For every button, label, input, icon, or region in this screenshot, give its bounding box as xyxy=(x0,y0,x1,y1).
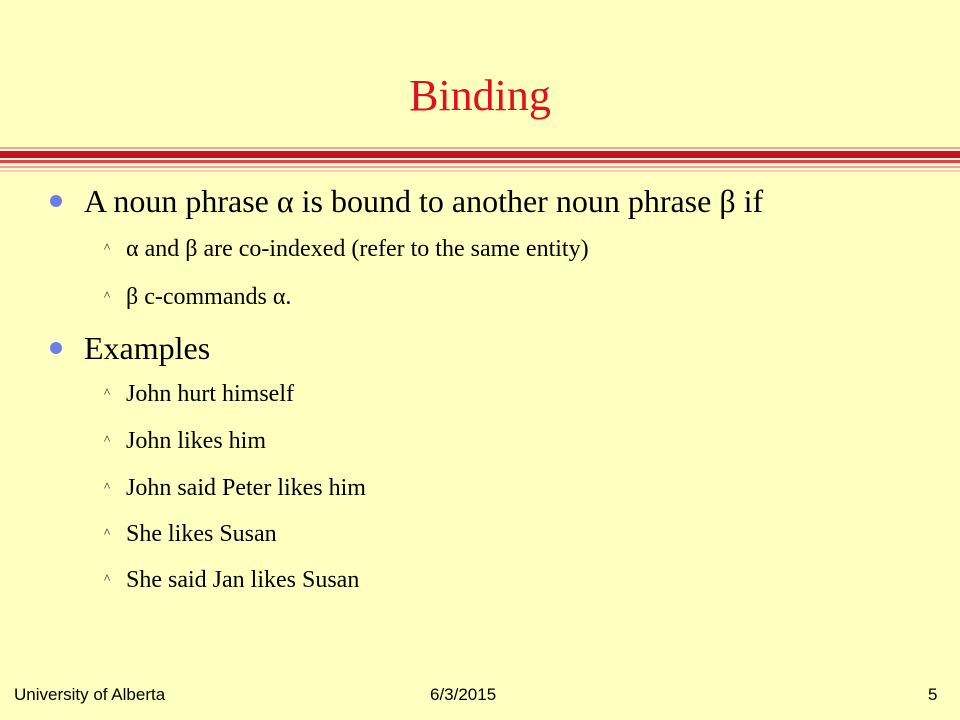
caret-bullet-icon: ^ xyxy=(104,288,111,303)
caret-bullet-icon: ^ xyxy=(104,525,111,540)
caret-bullet-icon: ^ xyxy=(104,432,111,447)
bullet-text: Examples xyxy=(84,330,211,366)
divider-line-mid xyxy=(0,160,960,163)
divider-line-faint xyxy=(0,170,960,172)
sub-bullet-c-commands xyxy=(104,284,291,311)
sub-bullet-coindexed xyxy=(104,236,589,263)
example-item xyxy=(104,521,277,548)
bullet-item-definition xyxy=(50,183,763,220)
bullet-dot-icon xyxy=(50,342,62,354)
example-text: She likes Susan xyxy=(126,521,277,547)
example-item xyxy=(104,475,366,502)
caret-bullet-icon: ^ xyxy=(104,240,111,255)
caret-bullet-icon: ^ xyxy=(104,479,111,494)
bullet-item-examples xyxy=(50,330,210,367)
caret-bullet-icon: ^ xyxy=(104,385,111,400)
example-text: John likes him xyxy=(126,428,267,454)
example-item xyxy=(104,381,294,408)
example-text: She said Jan likes Susan xyxy=(126,567,360,593)
example-item xyxy=(104,428,266,455)
sub-bullet-text: β c-commands α. xyxy=(126,284,292,310)
title-divider xyxy=(0,147,960,173)
divider-line-thick xyxy=(0,151,960,158)
example-text: John said Peter likes him xyxy=(126,475,366,501)
caret-bullet-icon: ^ xyxy=(104,571,111,586)
divider-line-thin-bottom xyxy=(0,166,960,168)
example-text: John hurt himself xyxy=(126,381,294,407)
divider-line-thin-top xyxy=(0,147,960,149)
footer-institution: University of Alberta xyxy=(14,685,166,704)
footer-page-number: 5 xyxy=(928,685,938,704)
slide-title: Binding xyxy=(409,71,551,120)
bullet-text: A noun phrase α is bound to another noun phrase β if xyxy=(84,183,764,219)
footer-date: 6/3/2015 xyxy=(430,685,497,704)
sub-bullet-text: α and β are co-indexed (refer to the same entity) xyxy=(126,236,589,262)
bullet-dot-icon xyxy=(50,195,62,207)
example-item xyxy=(104,567,359,594)
